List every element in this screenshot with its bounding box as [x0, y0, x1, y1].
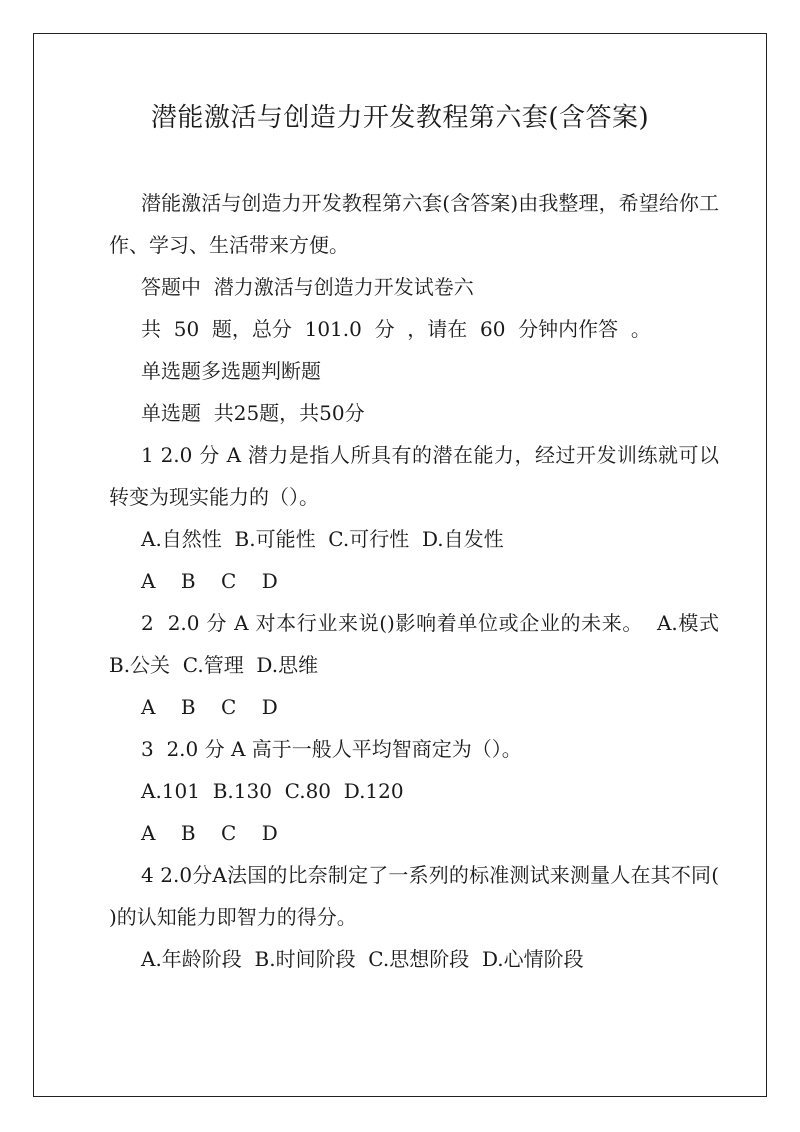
exam-summary-line: 共 50 题，总分 101.0 分 ，请在 60 分钟内作答 。: [141, 317, 651, 341]
question-4: 4 2.0分A法国的比奈制定了一系列的标准测试来测量人在其不同( )的认知能力即智力的得分。: [109, 863, 726, 929]
question-2-answer-choices: A B C D: [141, 695, 278, 719]
document-title: 潜能激活与创造力开发教程第六套(含答案): [150, 103, 650, 133]
question-1-answer-choices: A B C D: [141, 569, 278, 593]
question-4-options: A.年龄阶段 B.时间阶段 C.思想阶段 D.心情阶段: [141, 947, 584, 971]
document-body: [109, 182, 732, 980]
section-heading: 单选题 共25题，共50分: [141, 401, 365, 425]
question-types-line: 单选题多选题判断题: [141, 359, 321, 383]
question-3-answer-choices: A B C D: [141, 821, 278, 845]
question-3-options: A.101 B.130 C.80 D.120: [141, 779, 404, 803]
question-2: 2 2.0 分 A 对本行业来说()影响着单位或企业的未来。 A.模式 B.公关 C.管理 D.思维: [109, 611, 732, 677]
intro-paragraph: 潜能激活与创造力开发教程第六套(含答案)由我整理，希望给你工作、学习、生活带来方便。: [109, 191, 719, 257]
question-1-options: A.自然性 B.可能性 C.可行性 D.自发性: [141, 527, 504, 551]
exam-status-line: 答题中 潜力激活与创造力开发试卷六: [141, 275, 474, 299]
question-3: 3 2.0 分 A 高于一般人平均智商定为（）。: [141, 737, 522, 761]
question-1: 1 2.0 分 A 潜力是指人所具有的潜在能力，经过开发训练就可以转变为现实能力的（）。: [109, 443, 719, 509]
